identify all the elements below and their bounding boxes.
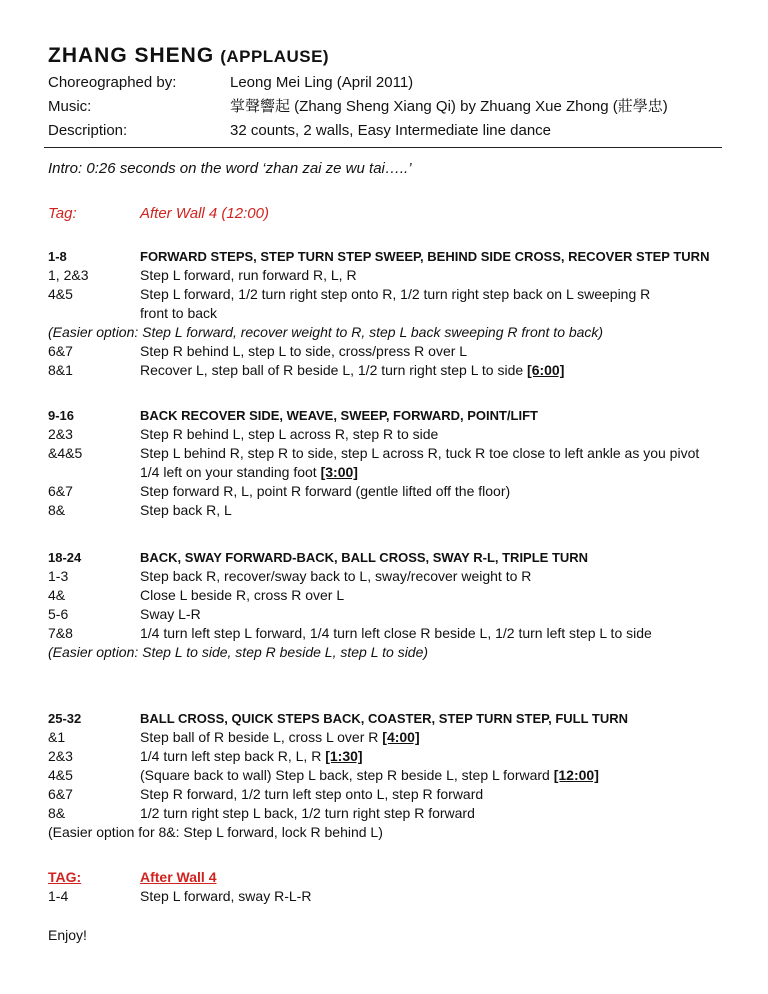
step-text: Step R behind L, step L across R, step R to side	[140, 426, 439, 442]
step-count: 5-6	[48, 606, 69, 622]
step-count: 6&7	[48, 786, 73, 802]
step-row	[48, 785, 728, 804]
step-row	[48, 342, 728, 361]
section-25-32	[48, 709, 728, 842]
step-text: Step L forward, sway R-L-R	[140, 888, 312, 904]
step-count: 2&3	[48, 748, 73, 764]
section-counts: 25-32	[48, 711, 82, 726]
step-row	[48, 887, 728, 906]
meta-value: 掌聲響起 (Zhang Sheng Xiang Qi) by Zhuang Xue Zhong (莊學忠)	[230, 98, 668, 115]
step-row	[48, 361, 728, 380]
wall-facing: [1:30]	[325, 748, 363, 764]
meta-label: Choreographed by:	[48, 74, 177, 91]
section-counts: 1-8	[48, 249, 67, 264]
meta-value: 32 counts, 2 walls, Easy Intermediate line dance	[230, 122, 552, 139]
step-count: &1	[48, 729, 66, 745]
step-text: Step R forward, 1/2 turn left step onto L, step R forward	[140, 786, 484, 802]
easier-option-note: (Easier option for 8&: Step L forward, lock R behind L)	[48, 824, 383, 840]
step-row	[48, 285, 728, 323]
step-count: 1-3	[48, 568, 69, 584]
step-row	[48, 804, 728, 823]
step-count: 8&	[48, 502, 66, 518]
step-row	[48, 624, 728, 643]
intro-note: Intro: 0:26 seconds on the word ‘zhan zai ze wu tai…..’	[48, 160, 412, 177]
meta-label: Music:	[48, 98, 92, 115]
closing-note: Enjoy!	[48, 927, 87, 943]
step-text: 1/4 turn left step back R, L, R	[140, 748, 322, 764]
step-text: Close L beside R, cross R over L	[140, 587, 345, 603]
step-description	[140, 444, 700, 482]
meta-label: Description:	[48, 122, 128, 139]
dance-title	[48, 44, 329, 68]
step-count: 8&	[48, 805, 66, 821]
section-title: BACK, SWAY FORWARD-BACK, BALL CROSS, SWAY R-L, TRIPLE TURN	[140, 550, 589, 565]
step-row	[48, 586, 728, 605]
step-count: 4&	[48, 587, 66, 603]
header-divider	[44, 147, 722, 148]
step-text: Step back R, L	[140, 502, 232, 518]
section-heading	[48, 406, 728, 425]
section-title: BALL CROSS, QUICK STEPS BACK, COASTER, STEP TURN STEP, FULL TURN	[140, 711, 629, 726]
dance-meta	[48, 71, 728, 143]
meta-value: Leong Mei Ling (April 2011)	[230, 74, 414, 91]
section-counts: 18-24	[48, 550, 82, 565]
step-text: Recover L, step ball of R beside L, 1/2 turn right step L to side	[140, 362, 524, 378]
tag-note	[48, 205, 269, 222]
step-count: 8&1	[48, 362, 73, 378]
section-18-24	[48, 548, 728, 662]
section-heading	[48, 247, 728, 266]
step-text: (Square back to wall) Step L back, step R beside L, step L forward	[140, 767, 550, 783]
step-description	[140, 728, 728, 747]
dance-name: ZHANG SHENG	[48, 44, 215, 67]
step-text: 1/2 turn right step L back, 1/2 turn right step R forward	[140, 805, 475, 821]
step-count: 4&5	[48, 286, 73, 302]
tag-heading-value: After Wall 4	[140, 869, 217, 885]
wall-facing: [4:00]	[382, 729, 420, 745]
step-row	[48, 444, 728, 482]
step-count: 6&7	[48, 343, 73, 359]
easier-option-row	[48, 643, 728, 662]
meta-music	[48, 95, 728, 119]
step-text: Step forward R, L, point R forward (gentle lifted off the floor)	[140, 483, 511, 499]
step-row	[48, 266, 728, 285]
tag-label: Tag:	[48, 205, 77, 222]
section-9-16	[48, 406, 728, 520]
section-title: FORWARD STEPS, STEP TURN STEP SWEEP, BEHIND SIDE CROSS, RECOVER STEP TURN	[140, 249, 710, 264]
section-1-8	[48, 247, 728, 380]
step-text: Step L behind R, step R to side, step L across R, tuck R toe close to left ankle as you pivot 1/4 left on your standing foot	[140, 445, 700, 480]
tag-section	[48, 868, 728, 906]
tag-value: After Wall 4 (12:00)	[140, 205, 269, 222]
wall-facing: [6:00]	[527, 362, 565, 378]
step-description	[140, 361, 728, 380]
tag-heading	[48, 868, 728, 887]
step-row	[48, 728, 728, 747]
easier-option-note: (Easier option: Step L forward, recover weight to R, step L back sweeping R front to back)	[48, 324, 604, 340]
dance-subtitle: (APPLAUSE)	[220, 47, 330, 66]
tag-heading-label: TAG:	[48, 869, 82, 885]
step-count: 1-4	[48, 888, 69, 904]
step-count: 6&7	[48, 483, 73, 499]
step-row	[48, 747, 728, 766]
wall-facing: [3:00]	[320, 464, 358, 480]
section-heading	[48, 548, 728, 567]
step-text: Step back R, recover/sway back to L, sway/recover weight to R	[140, 568, 532, 584]
easier-option-row	[48, 323, 728, 342]
meta-description	[48, 119, 728, 143]
step-count: 4&5	[48, 767, 73, 783]
step-description	[140, 766, 728, 785]
step-count: &4&5	[48, 445, 83, 461]
step-count: 1, 2&3	[48, 267, 89, 283]
step-row	[48, 501, 728, 520]
step-count: 7&8	[48, 625, 73, 641]
step-text: Sway L-R	[140, 606, 201, 622]
meta-choreographer	[48, 71, 728, 95]
step-row	[48, 567, 728, 586]
easier-option-row	[48, 823, 728, 842]
step-text: Step ball of R beside L, cross L over R	[140, 729, 379, 745]
step-text: 1/4 turn left step L forward, 1/4 turn left close R beside L, 1/2 turn left step L to side	[140, 625, 652, 641]
step-count: 2&3	[48, 426, 73, 442]
step-row	[48, 482, 728, 501]
wall-facing: [12:00]	[553, 767, 599, 783]
section-heading	[48, 709, 728, 728]
step-text: Step L forward, 1/2 turn right step onto R, 1/2 turn right step back on L sweeping R front to back	[140, 286, 651, 321]
step-description	[140, 747, 728, 766]
section-counts: 9-16	[48, 408, 75, 423]
step-text: Step R behind L, step L to side, cross/press R over L	[140, 343, 468, 359]
step-row	[48, 605, 728, 624]
step-row	[48, 425, 728, 444]
step-text: Step L forward, run forward R, L, R	[140, 267, 357, 283]
section-title: BACK RECOVER SIDE, WEAVE, SWEEP, FORWARD, POINT/LIFT	[140, 408, 538, 423]
easier-option-note: (Easier option: Step L to side, step R beside L, step L to side)	[48, 644, 429, 660]
step-row	[48, 766, 728, 785]
